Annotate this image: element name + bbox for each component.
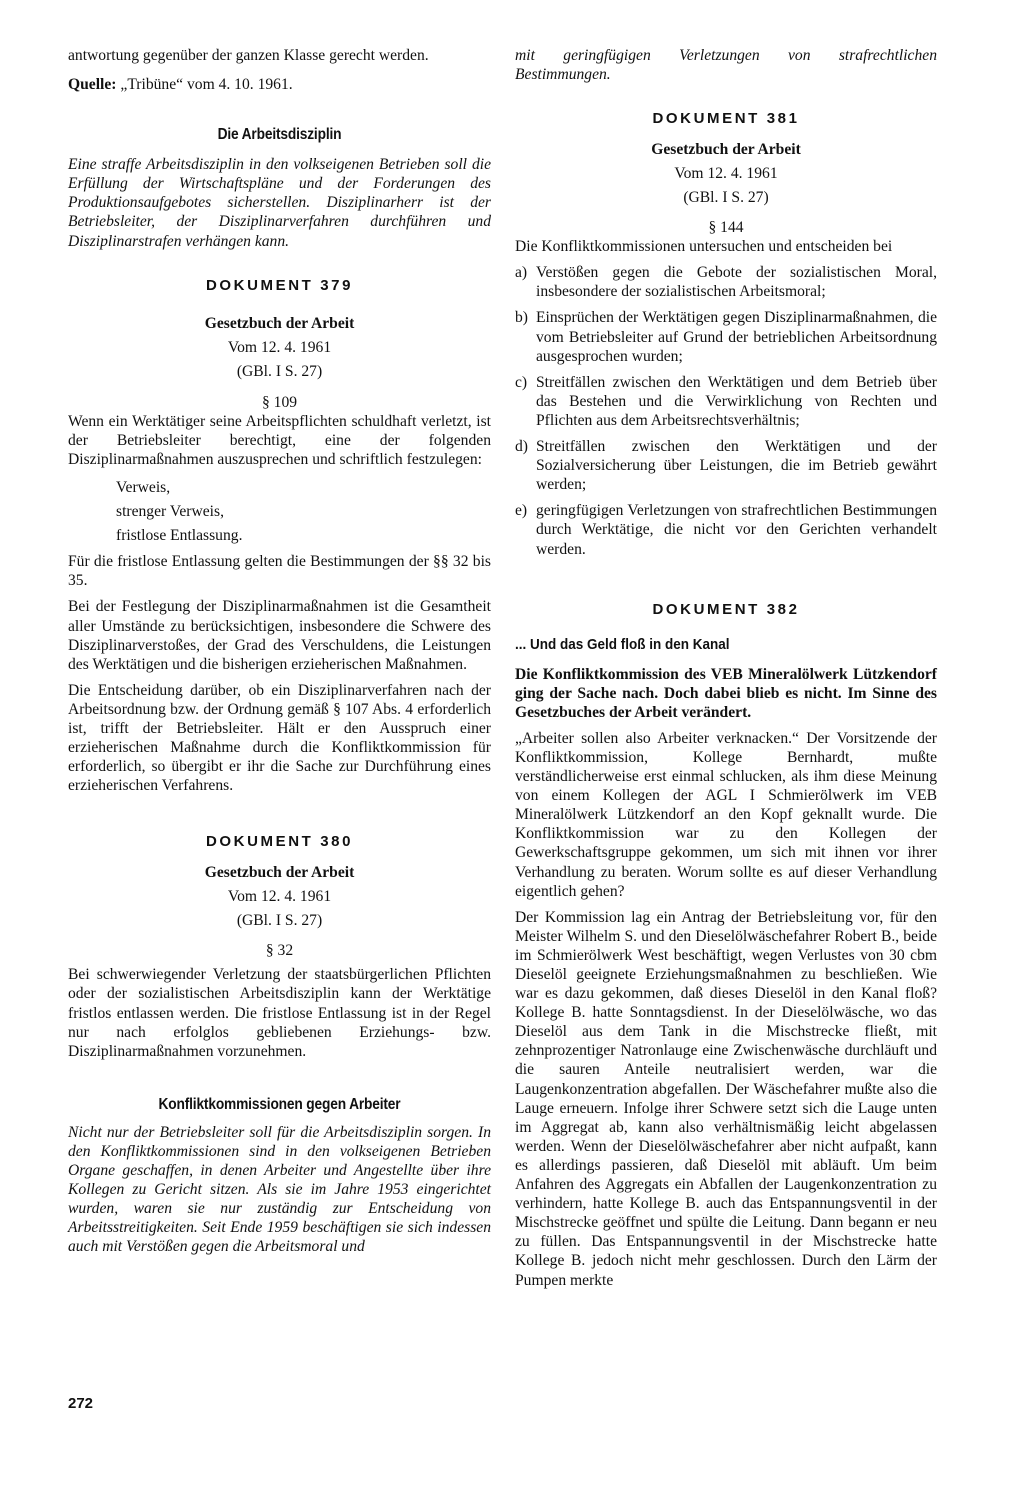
heading-konfliktkommissionen: Konfliktkommissionen gegen Arbeiter [158, 1095, 401, 1113]
right-column [515, 46, 937, 1290]
document-380-ref: (GBl. I S. 27) [236, 912, 323, 930]
measure-verweis: Verweis, [116, 478, 171, 496]
list-item-text: Verstößen gegen die Gebote der sozialistischen Moral, insbesondere der sozialistischen Arbeitsmoral; [536, 264, 937, 301]
heading-arbeitsdisziplin: Die Arbeitsdisziplin [217, 126, 342, 144]
list-marker: a) [515, 264, 528, 282]
document-379-text2: Für die fristlose Entlassung gelten die Bestimmungen der §§ 32 bis 35. [68, 553, 491, 590]
document-381-ref: (GBl. I S. 27) [683, 189, 769, 207]
list-marker: b) [515, 309, 528, 327]
source-line [68, 75, 491, 94]
document-381-law: Gesetzbuch der Arbeit [651, 141, 801, 159]
document-379-law: Gesetzbuch der Arbeit [204, 314, 355, 332]
document-382-title: DOKUMENT 382 [652, 600, 800, 618]
list-item-text: Einsprüchen der Werktätigen gegen Disziplinarmaßnahmen, die vom Betriebsleiter auf Grund der betrieblichen Arbeitsordnung ausgesprochen wurden; [536, 309, 937, 365]
list-item-text: geringfügigen Verletzungen von strafrechtlichen Bestimmungen durch Werktätige, die nicht vor den Gerichten verhandelt werden. [536, 502, 937, 558]
document-382-text1: „Arbeiter sollen also Arbeiter verknacken.“ Der Vorsitzende der Konfliktkommission, Kollege Bernhardt, mußte verständlicherweise erst einmal schlucken, als ihm diese Meinung von einem Kollegen der AGL I Schmierölwerk im VEB Mineralölwerk Lützkendorf an den Kopf geknallt wurde. Die Konfliktkommission war zu den Kollegen der Gewerkschaftsgruppe gekommen, um sich mit ihnen vor ihrer Verhandlung zu beraten. Worum sollte es auf dieser Verhandlung eigentlich gehen? [515, 729, 937, 900]
document-381-text1: Die Konfliktkommissionen untersuchen und entscheiden bei [515, 238, 893, 256]
document-381-list [515, 263, 937, 558]
document-380-title: DOKUMENT 380 [205, 833, 354, 851]
list-item [515, 308, 937, 365]
measure-strenger-verweis: strenger Verweis, [116, 503, 224, 521]
list-item-text: Streitfällen zwischen den Werktätigen und der Sozialversicherung über Leistungen, die im Betrieb gewährt werden; [536, 438, 937, 494]
list-marker: c) [515, 373, 528, 391]
document-382-subtitle: ... Und das Geld floß in den Kanal [515, 635, 730, 653]
lead-continuation: mit geringfügigen Verletzungen von strafrechtlichen Bestimmungen. [515, 47, 937, 84]
list-item [515, 373, 937, 430]
document-379-date: Vom 12. 4. 1961 [227, 338, 332, 356]
page-number: 272 [68, 1395, 94, 1412]
document-379-ref: (GBl. I S. 27) [236, 362, 323, 380]
list-item [515, 263, 937, 301]
lead-konfliktkommissionen: Nicht nur der Betriebsleiter soll für die Arbeitsdisziplin sorgen. In den Konfliktkommissionen sind in den volkseigenen Betrieben Organe geschaffen, in denen Arbeiter und Angestellte über ihre Kollegen zu Gericht sitzen. Als sie im Jahre 1953 eingerichtet wurden, waren sie nur zuständig zur Entscheidung von Arbeitsstreitigkeiten. Seit Ende 1959 beschäftigen sie sich indessen auch mit Verstößen gegen die Arbeitsmoral und [68, 1123, 491, 1256]
source-label: Quelle: [68, 76, 117, 94]
document-380-date: Vom 12. 4. 1961 [227, 888, 332, 906]
lead-arbeitsdisziplin: Eine straffe Arbeitsdisziplin in den volkseigenen Betrieben soll die Erfüllung der Wirtschaftspläne und der Forderungen des Produktionsaufgebotes sicherstellen. Disziplinarherr ist der Betriebsleiter, der Disziplinarverfahren durchführen und Disziplinarstrafen verhängen kann. [68, 156, 491, 250]
document-381-title: DOKUMENT 381 [652, 110, 800, 128]
document-381-paragraph: § 144 [708, 219, 744, 237]
source-text: „Tribüne“ vom 4. 10. 1961. [116, 76, 293, 94]
measure-fristlose-entlassung: fristlose Entlassung. [116, 527, 243, 545]
document-379-paragraph: § 109 [261, 393, 298, 411]
document-380-text1: Bei schwerwiegender Verletzung der staatsbürgerlichen Pflichten oder der sozialistischen Arbeitsdisziplin kann der Werktätige fristlos entlassen werden. Die fristlose Entlassung ist in der Regel nur nach erfolglos gebliebenen Erziehungs- bzw. Disziplinarmaßnahmen vorzunehmen. [68, 966, 491, 1060]
list-marker: e) [515, 502, 528, 520]
document-381-date: Vom 12. 4. 1961 [674, 165, 778, 183]
left-column [68, 46, 491, 1256]
document-379-text3: Bei der Festlegung der Disziplinarmaßnahmen ist die Gesamtheit aller Umstände zu berücksichtigen, insbesondere die Schwere des Disziplinarverstoßes, der Grad des Verschuldens, die Leistungen des Werktätigen und die bisherigen erzieherischen Maßnahmen. [68, 598, 491, 673]
list-item-text: Streitfällen zwischen den Werktätigen und dem Betrieb über das Bestehen und die Verwirklichung von Rechten und Pflichten aus dem Arbeitsrechtsverhältnis; [536, 373, 937, 429]
document-380-paragraph: § 32 [265, 942, 294, 960]
document-379-text1: Wenn ein Werktätiger seine Arbeitspflichten schuldhaft verletzt, ist der Betriebsleiter berechtigt, eine der folgenden Disziplinarmaßnahmen auszusprechen und schriftlich festzulegen: [68, 412, 491, 468]
document-379-text4: Die Entscheidung darüber, ob ein Disziplinarverfahren nach der Arbeitsordnung bzw. der Ordnung gemäß § 107 Abs. 4 erforderlich ist, trifft der Betriebsleiter. Hält er den Ausspruch einer erzieherischen Maßnahme durch die Konfliktkommission für erforderlich, so übergibt er ihr die Sache zur Durchführung eines erzieherischen Verfahrens. [68, 681, 491, 795]
list-item [515, 437, 937, 494]
document-382-text2: Der Kommission lag ein Antrag der Betriebsleitung vor, für den Meister Wilhelm S. und den Dieselölwäschefahrer Robert B., beide im Schmierölwerk West beschäftigt, wegen Verlustes von 30 cbm Dieselöl geeignete Erziehungsmaßnahmen zu beschließen. Wie war es dazu gekommen, daß dieses Dieselöl in den Kanal floß? Kollege B. hatte Sonntagsdienst. In der Dieselölwäsche, wo das Dieselöl aus dem Tank in die Mischstrecke fließt, mit zehnprozentiger Natronlauge eine Zwischenwäsche durchläuft und die sauren Anteile neutralisiert werden, war die Laugenkonzentration abgefallen. Der Wäschefahrer mußte also die Lauge erneuern. Infolge ihrer Schwere setzt sich die Lauge unten im Aggregat ab, kann also verhältnismäßig leicht abgelassen werden. Wenn der Dieselölwäschefahrer aber nicht aufpaßt, kann es allerdings passieren, daß Dieselöl mit abläuft. Um beim Anfahren des Aggregats ein Abfallen der Laugenkonzentration zu verhindern, hatte Kollege B. auch das Entspannungsventil in der Mischstrecke geöffnet und spülte die Leitung. Dann begann er neu zu füllen. Das Entspannungsventil in der Mischstrecke hatte Kollege B. jedoch nicht mehr geschlossen. Durch den Lärm der Pumpen merkte [515, 908, 937, 1289]
paragraph-intro: antwortung gegenüber der ganzen Klasse gerecht werden. [68, 47, 429, 64]
list-marker: d) [515, 438, 528, 456]
document-382-bold-lead: Die Konfliktkommission des VEB Mineralölwerk Lützkendorf ging der Sache nach. Doch dabei blieb es nicht. Im Sinne des Gesetzbuches der Arbeit verändert. [515, 665, 937, 721]
document-380-law: Gesetzbuch der Arbeit [204, 864, 355, 882]
document-379-title: DOKUMENT 379 [205, 276, 354, 294]
list-item [515, 501, 937, 558]
